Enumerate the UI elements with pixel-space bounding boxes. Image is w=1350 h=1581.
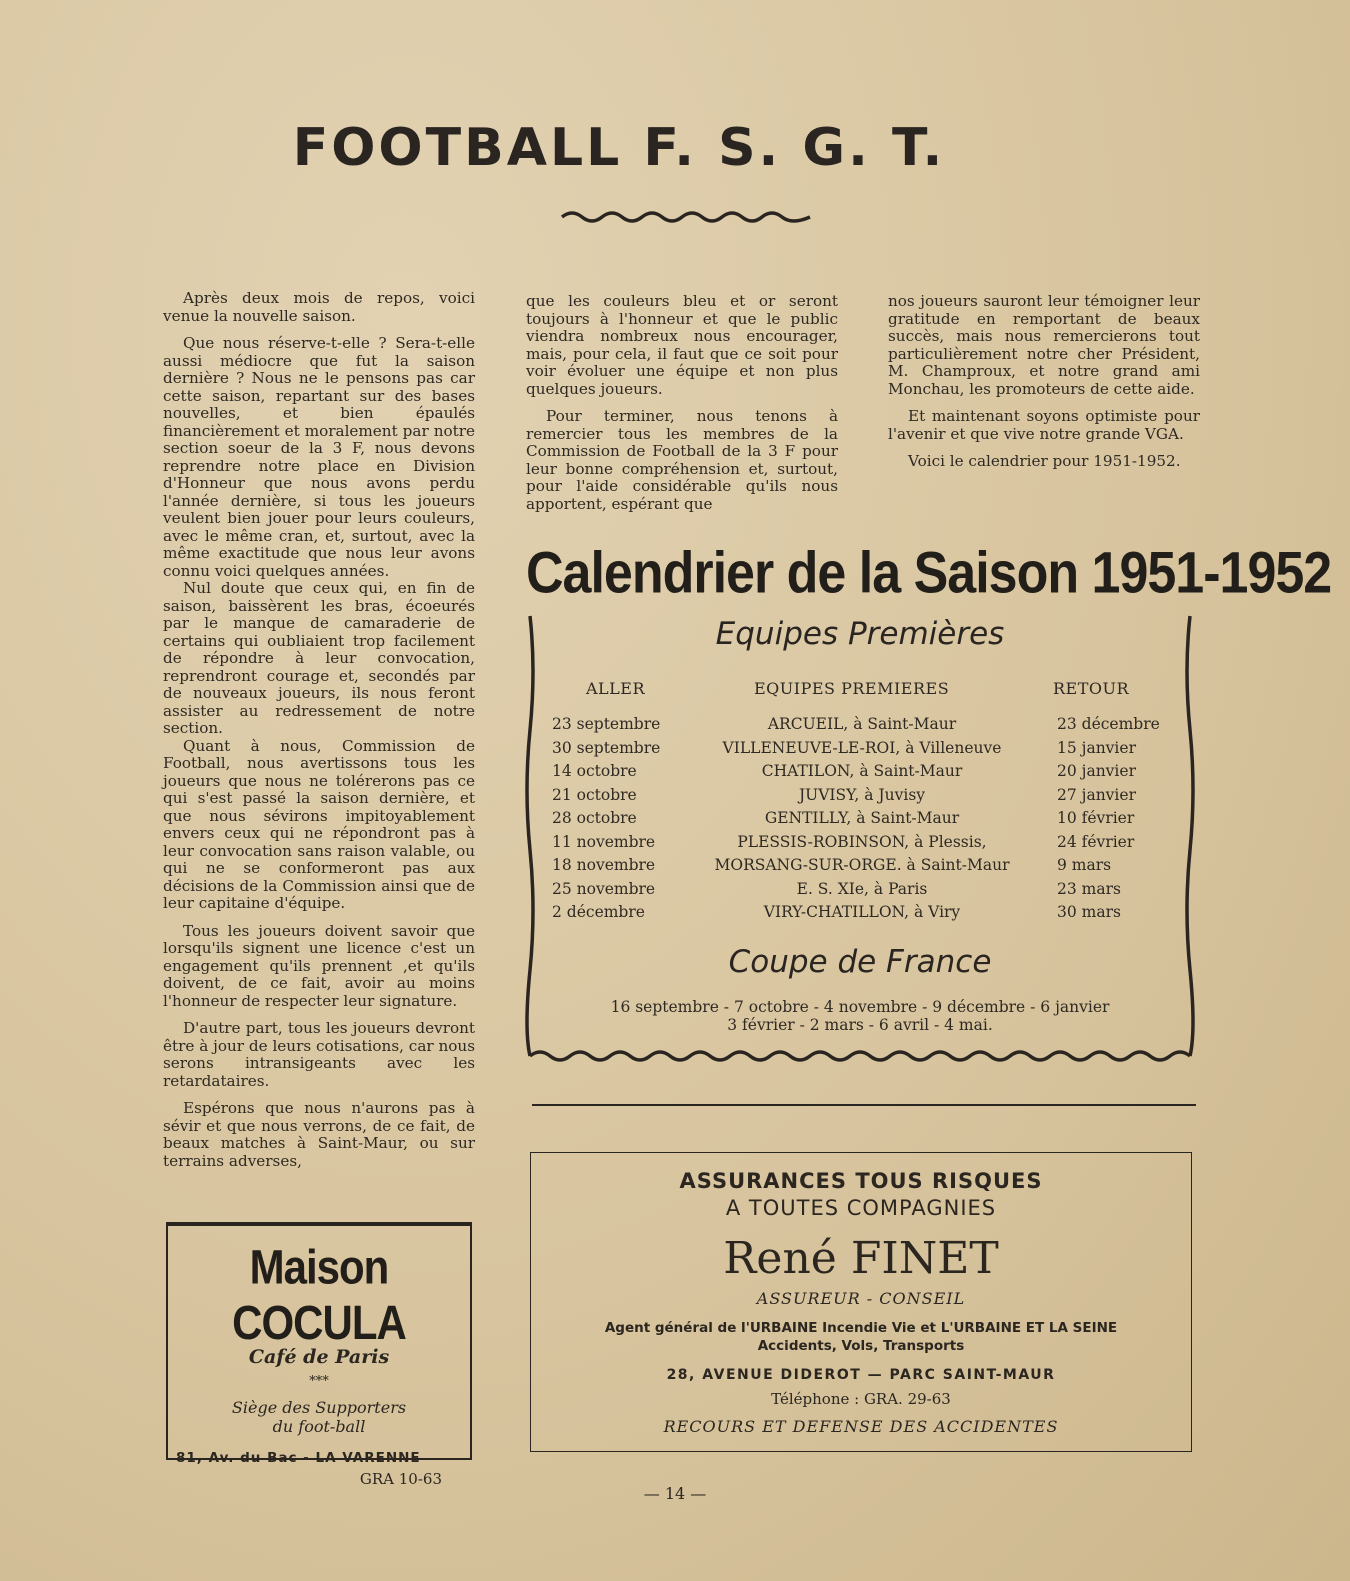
page-number: — 14 — <box>643 1484 707 1503</box>
coupe-dates-line-1: 16 septembre - 7 octobre - 4 novembre - 9 décembre - 6 janvier <box>610 998 1110 1016</box>
retour-date: 10 février <box>1057 809 1135 827</box>
table-row <box>552 762 1192 785</box>
fixtures-table <box>552 715 1192 930</box>
advert-cocula-phone: GRA 10-63 <box>359 1470 442 1488</box>
match-venue: JUVISY, à Juvisy <box>798 785 926 804</box>
aller-date: 14 octobre <box>552 762 637 780</box>
advert-finet-role: ASSUREUR - CONSEIL <box>756 1289 966 1308</box>
header-equipes: EQUIPES PREMIERES <box>754 679 950 698</box>
advert-cocula-address: 81, Av. du Bac - LA VARENNE <box>176 1450 421 1466</box>
page-title: FOOTBALL F. S. G. T. <box>292 118 946 178</box>
calendar-subtitle: Equipes Premières <box>715 616 1005 652</box>
table-row <box>552 856 1192 879</box>
table-row <box>552 833 1192 856</box>
advert-finet-agent-2: Accidents, Vols, Transports <box>757 1338 965 1354</box>
aller-date: 11 novembre <box>552 832 656 851</box>
table-row <box>552 786 1192 809</box>
table-row <box>552 715 1192 738</box>
coupe-dates-line-2: 3 février - 2 mars - 6 avril - 4 mai. <box>727 1016 993 1034</box>
match-venue: MORSANG-SUR-ORGE. à Saint-Maur <box>714 856 1010 874</box>
header-aller: ALLER <box>586 679 646 698</box>
retour-date: 23 décembre <box>1057 715 1160 733</box>
section-divider <box>532 1104 1196 1106</box>
article-paragraph: que les couleurs bleu et or seront toujours à l'honneur et que le public viendra nombreux nous encourager, mais, pour cela, il faut que ce soit pour voir évoluer une équipe et non plus quelques joueurs. <box>526 292 838 398</box>
table-row <box>552 739 1192 762</box>
retour-date: 27 janvier <box>1057 785 1136 804</box>
article-paragraph: Que nous réserve-t-elle ? Sera-t-elle aussi médiocre que fut la saison dernière ? Nous ne le pensons pas car cette saison, repartant sur des bases nouvelles, et bien épaulés financièrement et moralement par notre section soeur de la 3 F, nous devons reprendre notre place en Division d'Honneur que nous avons perdu l'année dernière, si tous les joueurs veulent bien jouer pour leurs couleurs, avec le même cran, et, surtout, avec la même exactitude que nous leur avons connu voici quelques années. <box>163 334 475 580</box>
aller-date: 25 novembre <box>552 879 656 898</box>
article-column-1 <box>163 290 475 1180</box>
advert-finet-agent-1: Agent général de l'URBAINE Incendie Vie et L'URBAINE ET LA SEINE <box>604 1320 1118 1336</box>
article-paragraph: Quant à nous, Commission de Football, nous avertissons tous les joueurs que nous ne tolérerons pas ce qui s'est passé la saison dernière, et que nous sévirons impitoyablement envers ceux qui ne répondront pas à leur convocation sans raison valable, ou qui ne se conformeront pas aux décisions de la Commission ainsi que de leur capitaine d'équipe. <box>163 736 475 912</box>
article-paragraph: Nul doute que ceux qui, en fin de saison, baissèrent les bras, écoeurés par le manque de camaraderie de certains qui oubliaient trop facilement de répondre à leur convocation, reprendront courage et, secondés par de nouveaux joueurs, ils nous feront assister au redressement de notre section. <box>163 579 475 737</box>
article-paragraph: Tous les joueurs doivent savoir que lorsqu'ils signent une licence c'est un engagement qu'ils prennent ,et qu'ils doivent, de ce fait, avoir au moins l'honneur de respecter leur signature. <box>163 921 475 1010</box>
article-paragraph: Et maintenant soyons optimiste pour l'avenir et que vive notre grande VGA. <box>888 407 1200 443</box>
match-venue: ARCUEIL, à Saint-Maur <box>767 715 957 733</box>
aller-date: 30 septembre <box>552 738 661 757</box>
retour-date: 20 janvier <box>1057 762 1136 780</box>
header-retour: RETOUR <box>1053 679 1130 698</box>
match-venue: GENTILLY, à Saint-Maur <box>764 809 960 827</box>
match-venue: VILLENEUVE-LE-ROI, à Villeneuve <box>722 738 1002 757</box>
aller-date: 28 octobre <box>552 809 637 827</box>
article-paragraph: Voici le calendrier pour 1951-1952. <box>908 452 1181 470</box>
coupe-title: Coupe de France <box>728 944 992 980</box>
coupe-dates <box>540 998 1180 1034</box>
article-column-3 <box>888 293 1200 481</box>
advert-finet-name: René FINET <box>723 1233 999 1284</box>
advert-cocula-subtitle: Café de Paris <box>248 1346 390 1368</box>
advert-cocula-line-2: du foot-ball <box>272 1417 366 1436</box>
retour-date: 15 janvier <box>1057 738 1136 757</box>
match-venue: VIRY-CHATILLON, à Viry <box>763 903 961 921</box>
match-venue: PLESSIS-ROBINSON, à Plessis, <box>737 832 987 851</box>
table-row <box>552 880 1192 903</box>
advert-finet-phone: Téléphone : GRA. 29-63 <box>771 1390 951 1408</box>
article-paragraph: nos joueurs sauront leur témoigner leur gratitude en remportant de beaux succès, mais nous remercierons tout particulièrement notre cher Président, M. Champroux, et notre grand ami Monchau, les promoteurs de cette aide. <box>888 292 1200 398</box>
aller-date: 21 octobre <box>552 785 637 804</box>
retour-date: 23 mars <box>1057 879 1121 898</box>
advert-cocula-line-1: Siège des Supporters <box>231 1398 407 1417</box>
match-venue: E. S. XIe, à Paris <box>796 879 928 898</box>
article-paragraph: Espérons que nous n'aurons pas à sévir et que nous verrons, de ce fait, de beaux matches à Saint-Maur, ou sur terrains adverses, <box>163 1099 475 1170</box>
advert-finet-line-2: A TOUTES COMPAGNIES <box>725 1196 997 1220</box>
article-column-2 <box>526 293 838 523</box>
table-row <box>552 903 1192 926</box>
advert-finet-line-1: ASSURANCES TOUS RISQUES <box>679 1169 1043 1193</box>
aller-date: 2 décembre <box>552 903 645 921</box>
match-venue: CHATILON, à Saint-Maur <box>761 762 963 780</box>
title-underline-ornament <box>560 206 812 228</box>
article-paragraph: Pour terminer, nous tenons à remercier tous les membres de la Commission de Football de la 3 F pour leur bonne compréhension et, surtout, pour l'aide considérable qu'ils nous apportent, espérant que <box>526 407 838 513</box>
advert-cocula <box>166 1222 472 1488</box>
retour-date: 24 février <box>1057 832 1135 851</box>
table-row <box>552 809 1192 832</box>
article-paragraph: Après deux mois de repos, voici venue la nouvelle saison. <box>163 289 475 325</box>
advert-cocula-name: Maison COCULA <box>232 1240 406 1350</box>
retour-date: 30 mars <box>1057 903 1121 921</box>
retour-date: 9 mars <box>1057 856 1112 874</box>
aller-date: 18 novembre <box>552 856 656 874</box>
advert-finet-address: 28, AVENUE DIDEROT — PARC SAINT-MAUR <box>666 1367 1056 1383</box>
aller-date: 23 septembre <box>552 715 661 733</box>
article-paragraph: D'autre part, tous les joueurs devront être à jour de leurs cotisations, car nous serons intransigeants avec les retardataires. <box>163 1019 475 1090</box>
calendar-title: Calendrier de la Saison 1951-1952 <box>526 541 1332 607</box>
stars-ornament: *** <box>309 1374 329 1389</box>
advert-finet-recours: RECOURS ET DEFENSE DES ACCIDENTES <box>663 1417 1059 1436</box>
advert-finet <box>530 1152 1192 1452</box>
